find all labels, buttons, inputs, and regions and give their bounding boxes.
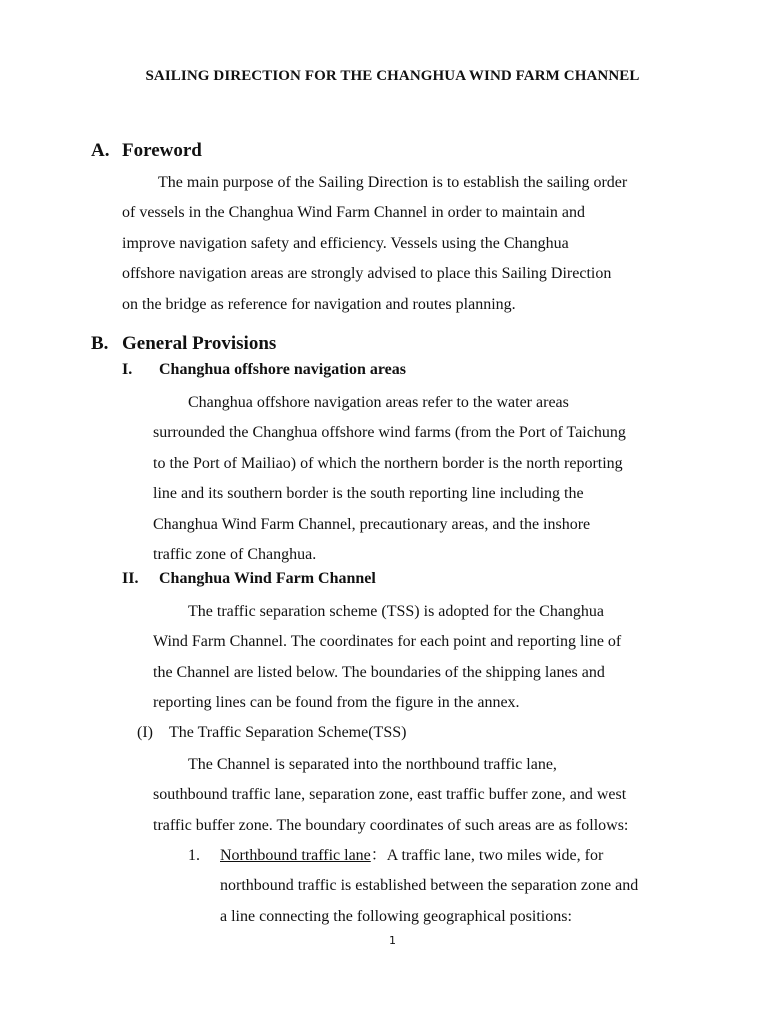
list-item-term: Northbound traffic lane	[220, 847, 371, 864]
subsection-i-heading	[122, 361, 406, 379]
list-item-first-line	[188, 841, 638, 871]
subsection-i-paragraph	[153, 388, 626, 570]
paragraph-line: of vessels in the Changhua Wind Farm Channel in order to maintain and	[122, 204, 585, 222]
paragraph-line: traffic buffer zone. The boundary coordinates of such areas are as follows:	[153, 816, 629, 834]
paragraph-line: to the Port of Mailiao) of which the northern border is the north reporting	[153, 454, 623, 472]
subsection-ii-paragraph	[153, 597, 621, 719]
paragraph-line: surrounded the Changhua offshore wind farms (from the Port of Taichung	[153, 424, 626, 442]
section-b-heading	[91, 333, 276, 355]
section-a-heading	[91, 140, 202, 162]
section-b-letter: B.	[91, 333, 109, 354]
section-a-title: Foreword	[122, 140, 202, 161]
tss-paragraph	[153, 750, 628, 841]
paragraph-line: improve navigation safety and efficiency. Vessels using the Changhua	[122, 234, 569, 252]
tss-title: The Traffic Separation Scheme(TSS)	[169, 724, 407, 741]
list-item-line: northbound traffic is established between the separation zone and	[220, 877, 639, 895]
tss-heading	[137, 724, 406, 742]
subsection-i-number: I.	[122, 361, 133, 378]
page-number: 1	[389, 934, 396, 947]
list-item-text: ：A traffic lane, two miles wide, for	[370, 847, 604, 864]
list-item-northbound	[188, 841, 638, 932]
subsection-ii-title: Changhua Wind Farm Channel	[159, 570, 376, 587]
subsection-ii-number: II.	[122, 570, 139, 587]
paragraph-line: reporting lines can be found from the figure in the annex.	[153, 694, 520, 712]
subsection-ii-heading	[122, 570, 376, 588]
paragraph-line: offshore navigation areas are strongly advised to place this Sailing Direction	[122, 265, 612, 283]
section-a-letter: A.	[91, 140, 110, 161]
paragraph-line: The main purpose of the Sailing Direction is to establish the sailing order	[158, 174, 628, 191]
paragraph-line: Changhua Wind Farm Channel, precautionary areas, and the inshore	[153, 515, 591, 533]
paragraph-line: southbound traffic lane, separation zone, east traffic buffer zone, and west	[153, 786, 627, 804]
subsection-i-title: Changhua offshore navigation areas	[159, 361, 406, 378]
paragraph-line: The traffic separation scheme (TSS) is adopted for the Changhua	[188, 603, 605, 620]
paragraph-line: Changhua offshore navigation areas refer to the water areas	[188, 394, 569, 411]
tss-number: (I)	[137, 724, 153, 741]
document-title: SAILING DIRECTION FOR THE CHANGHUA WIND FARM CHANNEL	[145, 68, 640, 84]
paragraph-line: Wind Farm Channel. The coordinates for each point and reporting line of	[153, 633, 622, 651]
paragraph-line: The Channel is separated into the northbound traffic lane,	[188, 756, 557, 773]
paragraph-line: line and its southern border is the south reporting line including the	[153, 485, 584, 503]
foreword-paragraph	[122, 168, 627, 320]
paragraph-line: traffic zone of Changhua.	[153, 546, 317, 564]
list-item-line: a line connecting the following geographical positions:	[220, 907, 572, 925]
section-b-title: General Provisions	[122, 333, 277, 354]
paragraph-line: on the bridge as reference for navigation and routes planning.	[122, 295, 516, 313]
list-item-number: 1.	[188, 847, 200, 864]
paragraph-line: the Channel are listed below. The boundaries of the shipping lanes and	[153, 663, 605, 681]
